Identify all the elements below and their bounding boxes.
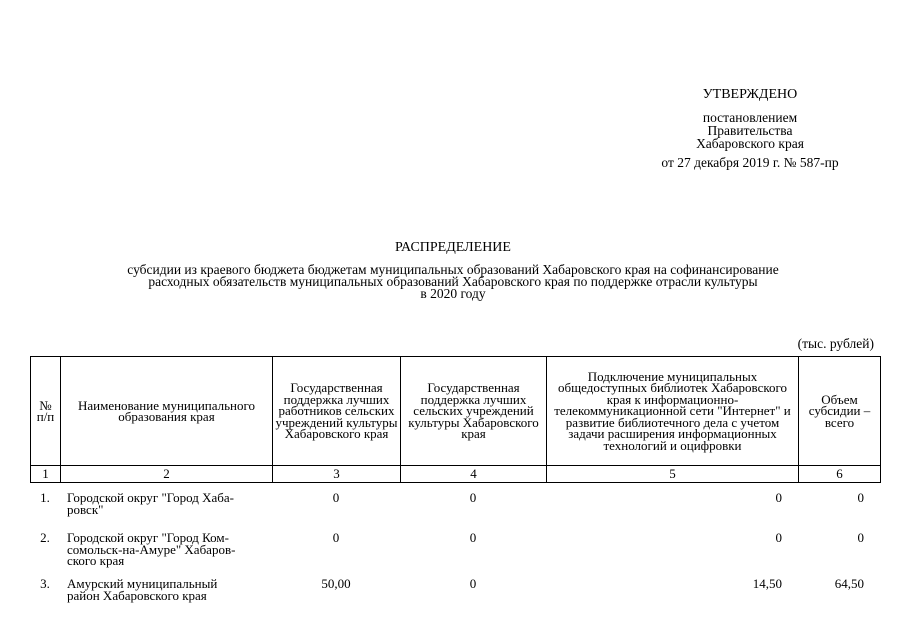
row-value: 0 <box>857 490 864 505</box>
row-value: 0 <box>775 490 782 505</box>
row-value: 0 <box>857 530 864 545</box>
column-number: 2 <box>61 466 273 483</box>
table-row <box>30 492 880 532</box>
row-name-line: Городской округ "Город Хаба- <box>67 490 235 505</box>
column-number: 3 <box>273 466 401 483</box>
approval-line: постановлением <box>702 110 798 125</box>
document-subtitle: в 2020 году <box>420 286 486 301</box>
row-name <box>60 492 272 532</box>
row-name-line: Городской округ "Город Ком- <box>67 530 229 545</box>
row-value: 0 <box>332 490 340 505</box>
header-col4: Государственная поддержка лучших сельских учреждений культуры Хабаровского края <box>401 357 547 466</box>
header-col3: Государственная поддержка лучших работников сельских учреждений культуры Хабаровского края <box>273 357 401 466</box>
row-number: 1. <box>40 490 50 505</box>
document-subtitle: субсидии из краевого бюджета бюджетам муниципальных образований Хабаровского края на софинансирование <box>127 262 779 277</box>
header-name: Наименование муниципального образования края <box>61 357 273 466</box>
row-value: 50,00 <box>321 576 351 591</box>
row-name-line: ского края <box>67 553 125 568</box>
row-name-line: сомольск-на-Амуре" Хабаров- <box>67 541 236 557</box>
row-value: 0 <box>469 576 477 591</box>
header-col6: Объем субсидии – всего <box>799 357 881 466</box>
document-title-block <box>60 242 846 300</box>
row-name-line: район Хабаровского края <box>67 587 207 603</box>
approval-heading: УТВЕРЖДЕНО <box>702 87 798 102</box>
table-row <box>30 532 880 578</box>
row-number: 3. <box>40 576 50 591</box>
header-number: № п/п <box>31 357 61 466</box>
row-name-line: Амурский муниципальный <box>67 576 218 591</box>
row-value: 64,50 <box>834 576 864 591</box>
distribution-table-body <box>30 492 880 610</box>
row-number: 2. <box>40 530 50 545</box>
row-value: 0 <box>469 530 477 545</box>
column-number: 5 <box>547 466 799 483</box>
table-row <box>30 578 880 610</box>
row-value: 0 <box>332 530 340 545</box>
column-number: 4 <box>401 466 547 483</box>
units-label: (тыс. рублей) <box>797 336 874 351</box>
distribution-table-header <box>30 356 881 483</box>
approval-date: от 27 декабря 2019 г. № 587-пр <box>661 155 839 170</box>
header-col5: Подключение муниципальных общедоступных библиотек Хабаровского края к информационно-телекоммуникационной сети "Интернет" и развитие библиотечного дела с учетом задачи расширения информационных технологий и оцифровки <box>547 357 799 466</box>
row-name <box>60 578 272 610</box>
row-name-line: ровск" <box>67 501 104 517</box>
row-value: 14,50 <box>752 576 782 591</box>
row-value: 0 <box>775 530 782 545</box>
column-number: 6 <box>799 466 881 483</box>
approval-line: Хабаровского края <box>696 136 804 151</box>
approval-block <box>640 88 860 169</box>
row-name <box>60 532 272 578</box>
row-value: 0 <box>469 490 477 505</box>
column-number: 1 <box>31 466 61 483</box>
approval-line: Правительства <box>707 123 793 138</box>
document-subtitle: расходных обязательств муниципальных образований Хабаровского края по поддержке отрасли культуры <box>148 274 758 289</box>
document-title: РАСПРЕДЕЛЕНИЕ <box>395 240 511 255</box>
